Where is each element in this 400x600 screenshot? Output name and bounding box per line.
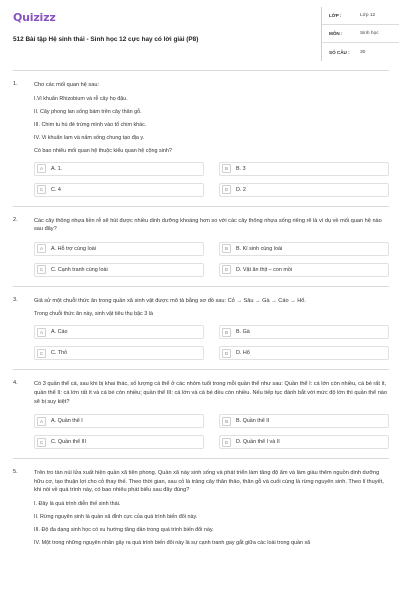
statement: IV. Một trong những nguyên nhân gây ra quá trình biến đổi này là sự cạnh tranh gay gắt giữa các loài trong quần xã xyxy=(34,539,311,546)
statement: IV. Vi khuẩn lam và nấm sống chung tạo địa y. xyxy=(34,134,145,141)
answer-option-b[interactable] xyxy=(219,325,389,339)
option-text: C. Quần thể III xyxy=(51,439,87,446)
statement: III. Độ đa dạng sinh học có xu hướng tăng dần trong quá trình biến đổi này. xyxy=(34,526,214,533)
option-letter-badge: D xyxy=(222,265,231,274)
quizizz-logo: Quizizz xyxy=(13,11,56,24)
option-letter-badge: A xyxy=(37,417,46,426)
header-divider xyxy=(13,70,389,71)
info-value: Lớp 12 xyxy=(360,13,376,18)
option-letter-badge: B xyxy=(222,328,231,337)
option-text: B. Kí sinh cùng loài xyxy=(236,245,283,252)
answer-option-b[interactable] xyxy=(219,414,389,428)
option-text: A. Cáo xyxy=(51,329,68,336)
option-text: B. Quần thể II xyxy=(236,418,270,425)
info-value: 30 xyxy=(360,49,366,55)
option-text: A. Hỗ trợ cùng loài xyxy=(51,245,96,252)
option-letter-badge: B xyxy=(222,244,231,253)
answer-option-b[interactable] xyxy=(219,242,389,256)
answer-option-d[interactable] xyxy=(219,435,389,449)
question-3 xyxy=(13,293,389,371)
answer-option-d[interactable] xyxy=(219,183,389,197)
question-2 xyxy=(13,213,389,287)
info-label: SỐ CÂU : xyxy=(329,49,350,55)
info-row-question-count xyxy=(322,43,399,61)
question-text: Các cây thông nhựa liền rễ sẽ hút được nhiều dinh dưỡng khoáng hơn so với các cây thông nhựa sống riêng rẽ là ví dụ về mối quan hệ nào sau đây? xyxy=(34,217,382,233)
statement: I. Đây là quá trình diễn thế sinh thái. xyxy=(34,500,121,507)
option-text: D. Vật ăn thịt – con mồi xyxy=(236,266,293,273)
question-number: 2. xyxy=(13,216,18,223)
option-letter-badge: C xyxy=(37,438,46,447)
info-row-subject xyxy=(322,25,399,43)
option-letter-badge: D xyxy=(222,349,231,358)
option-letter-badge: A xyxy=(37,244,46,253)
answer-option-a[interactable] xyxy=(34,325,204,339)
answer-option-c[interactable] xyxy=(34,263,204,277)
option-text: D. 2 xyxy=(236,186,246,193)
answer-option-a[interactable] xyxy=(34,162,204,176)
info-row-class xyxy=(322,7,399,25)
question-list xyxy=(13,77,389,562)
answer-option-a[interactable] xyxy=(34,414,204,428)
option-text: D. Hổ xyxy=(236,350,250,357)
question-4 xyxy=(13,376,389,459)
question-text: Trên tro tàn núi lửa xuất hiện quần xã tiên phong. Quần xã này sinh sống và phát triển làm tăng độ ẩm và làm giàu thêm nguồn dinh dưỡng hữu cơ, tạo thuận lợi cho cỏ thay thế. Theo thời gian, sau cỏ là trảng cây thân thảo, thân gỗ và cuối cùng là rừng nguyên sinh. Theo lí thuyết, khi nói về quá trình này, có bao nhiêu phát biểu sau đây đúng? xyxy=(34,470,384,494)
option-letter-badge: D xyxy=(222,438,231,447)
question-number: 3. xyxy=(13,296,18,303)
answer-options xyxy=(34,414,389,449)
statement: I.Vi khuẩn Rhizobium và rễ cây họ đậu. xyxy=(34,95,128,102)
option-letter-badge: C xyxy=(37,349,46,358)
answer-options xyxy=(34,162,389,197)
worksheet-title: 512 Bài tập Hệ sinh thái - Sinh học 12 cực hay có lời giải (P8) xyxy=(13,36,199,43)
option-text: C. 4 xyxy=(51,186,61,193)
answer-options xyxy=(34,242,389,277)
option-text: C. Thỏ xyxy=(51,350,68,357)
option-letter-badge: C xyxy=(37,185,46,194)
worksheet-header xyxy=(13,7,389,69)
worksheet-info-table xyxy=(321,7,399,61)
option-text: D. Quần thể I và II xyxy=(236,439,280,446)
option-text: B. 3 xyxy=(236,165,246,172)
option-text: A. Quần thể I xyxy=(51,418,83,425)
option-text: B. Gà xyxy=(236,329,250,336)
info-value: Sinh học xyxy=(360,31,379,36)
answer-options xyxy=(34,325,389,360)
question-prompt: Trong chuỗi thức ăn này, sinh vật tiêu thụ bậc 3 là xyxy=(34,311,153,318)
answer-option-d[interactable] xyxy=(219,346,389,360)
info-label: LỚP : xyxy=(329,13,342,18)
option-letter-badge: A xyxy=(37,164,46,173)
answer-option-d[interactable] xyxy=(219,263,389,277)
info-label: MÔN : xyxy=(329,31,343,36)
option-text: A. 1. xyxy=(51,165,63,172)
statement: II. Cây phong lan sống bám trên cây thân gỗ. xyxy=(34,108,142,115)
question-number: 1. xyxy=(13,81,18,87)
answer-option-c[interactable] xyxy=(34,435,204,449)
statement: III. Chim tu hú đẻ trứng mình vào tổ chim khác. xyxy=(34,121,147,128)
option-letter-badge: A xyxy=(37,328,46,337)
answer-option-c[interactable] xyxy=(34,346,204,360)
question-number: 5. xyxy=(13,469,18,476)
question-text: Cho các mối quan hệ sau: xyxy=(34,82,99,88)
question-prompt: Có bao nhiêu mối quan hệ thuộc kiểu quan hệ cộng sinh? xyxy=(34,147,172,154)
question-text: Có 3 quần thể cá, sau khi bị khai thác, số lượng cá thể ở các nhóm tuổi trong mỗi quần thể như sau: Quần thể I: cá lớn còn nhiều, cá bé rất ít, quần thể II: cá lớn rất ít và cá bé còn nhiều; quần thể III: cá lớn và cá bé đều còn nhiều. Nếu tiếp tục đánh bắt với mức độ lớn thì quần thể nào sẽ bị suy kiệt? xyxy=(34,381,388,405)
answer-option-a[interactable] xyxy=(34,242,204,256)
question-number: 4. xyxy=(13,380,18,387)
option-letter-badge: B xyxy=(222,164,231,173)
option-text: C. Cạnh tranh cùng loài xyxy=(51,266,108,273)
option-letter-badge: D xyxy=(222,185,231,194)
option-letter-badge: B xyxy=(222,417,231,426)
option-letter-badge: C xyxy=(37,265,46,274)
question-text: Giả sử một chuỗi thức ăn trong quần xã sinh vật được mô tả bằng sơ đồ sau: Cỏ → Sâu → Gà → Cáo → Hổ. xyxy=(34,297,306,304)
question-1 xyxy=(13,77,389,207)
answer-option-c[interactable] xyxy=(34,183,204,197)
statement: II. Rừng nguyên sinh là quần xã đỉnh cực của quá trình biến đổi này. xyxy=(34,513,198,520)
question-5 xyxy=(13,465,389,556)
answer-option-b[interactable] xyxy=(219,162,389,176)
